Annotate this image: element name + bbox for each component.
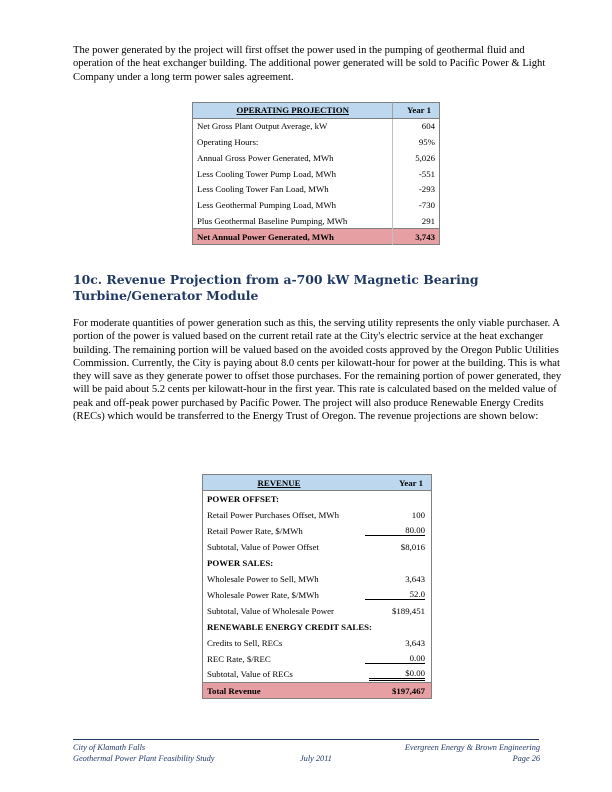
row-value: 52.0 (365, 589, 425, 600)
subtotal-value: $189,451 (392, 605, 425, 616)
row-value-cell (355, 587, 432, 603)
row-label: Less Cooling Tower Fan Load, MWh (193, 181, 393, 197)
total-value: $197,467 (355, 683, 432, 699)
section-label: POWER SALES: (207, 557, 274, 568)
total-value: 3,743 (393, 229, 440, 245)
subtotal-label: Subtotal, Value of Wholesale Power (207, 605, 334, 616)
table-row (193, 197, 440, 213)
row-value: 0.00 (365, 653, 425, 664)
footer-left (73, 743, 215, 764)
subtotal-value: $0.00 (369, 668, 425, 681)
row-value: -293 (418, 184, 435, 195)
section-label: POWER OFFSET: (207, 493, 279, 504)
row-label: Wholesale Power to Sell, MWh (207, 573, 319, 584)
operating-projection-table (192, 102, 440, 245)
table-row (193, 118, 440, 134)
table-row (203, 523, 432, 539)
table-row (193, 213, 440, 229)
subtotal-row (203, 603, 432, 619)
row-label: Net Gross Plant Output Average, kW (193, 118, 393, 134)
row-value: -551 (418, 168, 435, 179)
row-value-cell (355, 651, 432, 667)
table-row (203, 651, 432, 667)
row-label: Retail Power Purchases Offset, MWh (207, 509, 340, 520)
row-label: Credits to Sell, RECs (207, 637, 283, 648)
table-row (203, 507, 432, 523)
footer-authors: Evergreen Energy & Brown Engineering (404, 743, 540, 752)
table-header-label: REVENUE (203, 475, 355, 491)
subtotal-row (203, 539, 432, 555)
section-row (203, 555, 432, 571)
subtotal-label: Subtotal, Value of RECs (207, 669, 293, 680)
row-value: 80.00 (365, 525, 425, 536)
row-value: 100 (411, 509, 425, 520)
row-label: Plus Geothermal Baseline Pumping, MWh (193, 213, 393, 229)
row-value: 5,026 (415, 152, 435, 163)
table-total-row (193, 229, 440, 245)
section-row (203, 619, 432, 635)
row-value: -730 (418, 200, 435, 211)
table-header-row (203, 475, 432, 491)
section-row (203, 491, 432, 507)
footer-study-title: Geothermal Power Plant Feasibility Study (73, 753, 215, 763)
total-label: Total Revenue (203, 683, 355, 699)
row-label: REC Rate, $/REC (207, 653, 271, 664)
page-number: Page 26 (512, 753, 540, 763)
table-row (193, 181, 440, 197)
row-label: Operating Hours: (193, 134, 393, 150)
section-heading: 10c. Revenue Projection from a-700 kW Magnetic Bearing Turbine/Generator Module (73, 272, 479, 303)
revenue-paragraph: For moderate quantities of power generation such as this, the serving utility represents the only viable purchaser. A portion of the power is valued based on the current retail rate at the City's electric service at the heat exchanger building. The remaining portion will be valued based on the avoided costs approved by the Oregon Public Utilities Commission. Currently, the City is paying about 8.0 cents per kilowatt-hour for power at the building. This is what they will save as they generate power to offset those purchases. For the remaining portion of power generated, they will be paid about 5.2 cents per kilowatt-hour in the first year. This rate is calculated based on the melded value of peak and off-peak power purchased by Pacific Power. The project will also produce Renewable Energy Credits (RECs) which would be transferred to the Energy Trust of Oregon. The revenue projections are shown below: (73, 318, 562, 423)
table-row (203, 587, 432, 603)
row-value: 95% (418, 136, 435, 147)
row-value: 3,643 (405, 637, 425, 648)
table-row (193, 166, 440, 182)
subtotal-value-cell (355, 667, 432, 683)
table-header-label: OPERATING PROJECTION (193, 103, 393, 119)
revenue-table (202, 474, 432, 699)
table-row (193, 150, 440, 166)
row-label: Annual Gross Power Generated, MWh (193, 150, 393, 166)
total-label: Net Annual Power Generated, MWh (193, 229, 393, 245)
section-label: RENEWABLE ENERGY CREDIT SALES: (207, 621, 372, 632)
subtotal-value: $8,016 (400, 541, 425, 552)
row-value: 604 (421, 121, 435, 132)
table-header-year: Year 1 (393, 103, 440, 119)
footer-date: July 2011 (300, 754, 332, 763)
row-value: 291 (421, 215, 435, 226)
footer-divider (73, 739, 539, 740)
table-header-row (193, 103, 440, 119)
table-row (203, 635, 432, 651)
row-label: Wholesale Power Rate, $/MWh (207, 589, 319, 600)
row-label: Less Geothermal Pumping Load, MWh (193, 197, 393, 213)
row-label: Retail Power Rate, $/MWh (207, 525, 303, 536)
row-value-cell (355, 523, 432, 539)
footer-right (405, 743, 540, 764)
table-total-row (203, 683, 432, 699)
table-row (193, 134, 440, 150)
table-row (203, 571, 432, 587)
subtotal-row (203, 667, 432, 683)
row-value: 3,643 (405, 573, 425, 584)
table-header-year: Year 1 (355, 475, 432, 491)
subtotal-label: Subtotal, Value of Power Offset (207, 541, 319, 552)
intro-paragraph: The power generated by the project will first offset the power used in the pumping of geothermal fluid and operation of the heat exchanger building. The additional power generated will be sold to Pacific Power & Light Company under a long term power sales agreement. (73, 45, 546, 83)
footer-city: City of Klamath Falls (73, 743, 146, 752)
row-label: Less Cooling Tower Pump Load, MWh (193, 166, 393, 182)
